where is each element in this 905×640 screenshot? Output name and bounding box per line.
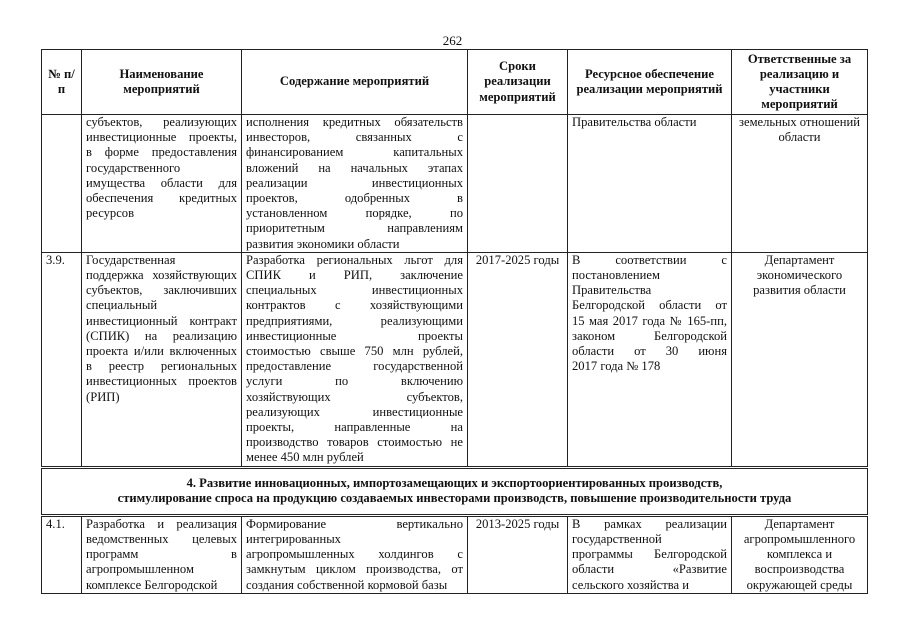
row-name	[82, 252, 242, 467]
header-name: Наименование мероприятий	[82, 50, 242, 115]
cell-line: Департамент	[764, 516, 835, 531]
row-resources	[568, 515, 732, 593]
section-row	[42, 467, 868, 515]
cell-line: области	[778, 130, 821, 145]
cell-line: инвесторов, связанных с	[246, 130, 463, 145]
cell-line: В соответствии с	[572, 252, 727, 267]
cell-line: исполнения кредитных обязательств	[246, 115, 463, 129]
cell-line: агропромышленного	[743, 532, 856, 547]
table-row	[42, 252, 868, 467]
cell-line: (РИП)	[86, 389, 120, 404]
cell-line: субъектов, реализующих	[86, 115, 237, 129]
table-row	[42, 515, 868, 593]
cell-line: в реестр региональных	[86, 359, 237, 374]
row-resources	[568, 115, 732, 253]
row-name	[82, 115, 242, 253]
cell-line: субъектов, заключивших	[86, 283, 237, 298]
row-terms: 2017-2025 годы	[468, 252, 568, 467]
cell-line: услуги по включению	[246, 374, 463, 389]
row-content	[242, 115, 468, 253]
cell-line: комплекса и	[766, 547, 833, 562]
cell-line: инвестиционный контракт	[86, 313, 237, 328]
table-row	[42, 115, 868, 253]
cell-line: области «Развитие	[572, 562, 727, 577]
cell-line: финансированием капитальных	[246, 145, 463, 160]
cell-line: комплексе Белгородской	[86, 577, 218, 592]
cell-line: Государственная	[86, 252, 176, 267]
row-num	[42, 115, 82, 253]
cell-line: Правительства	[572, 283, 652, 298]
cell-line: поддержка хозяйствующих	[86, 268, 237, 283]
cell-line: приоритетным направлениям	[246, 221, 463, 236]
row-name	[82, 515, 242, 593]
measures-table	[41, 49, 868, 594]
cell-line: специальный	[86, 298, 158, 313]
cell-line: проектов, одобренных в	[246, 191, 463, 206]
cell-line: имущества области для	[86, 175, 237, 190]
section-title	[42, 467, 868, 515]
cell-line: Белгородской области от	[572, 298, 727, 313]
cell-line: реализующих инвестиционные	[246, 404, 463, 419]
row-num: 4.1.	[42, 515, 82, 593]
cell-line: предприятиями, реализующими	[246, 313, 463, 328]
cell-line: (СПИК) на реализацию	[86, 328, 237, 343]
cell-line: Формирование вертикально	[246, 516, 463, 531]
header-responsible: Ответственные за реализацию и участники мероприятий	[732, 50, 868, 115]
cell-line: инвестиционные проекты,	[86, 130, 237, 145]
row-terms: 2013-2025 годы	[468, 515, 568, 593]
cell-line: создания собственной кормовой базы	[246, 577, 448, 592]
header-terms: Сроки реализации мероприятий	[468, 50, 568, 115]
cell-line: законом Белгородской	[572, 328, 727, 343]
cell-line: воспроизводства	[754, 562, 845, 577]
cell-line: замкнутым циклом производства, от	[246, 562, 463, 577]
row-resources	[568, 252, 732, 467]
row-content	[242, 252, 468, 467]
cell-line: стоимостью свыше 750 млн рублей,	[246, 344, 463, 359]
cell-line: 2017 года № 178	[572, 359, 661, 374]
header-content: Содержание мероприятий	[242, 50, 468, 115]
row-responsible	[732, 252, 868, 467]
cell-line: области от 30 июня	[572, 344, 727, 359]
cell-line: в форме предоставления	[86, 145, 237, 160]
cell-line: интегрированных	[246, 532, 341, 547]
cell-line: сельского хозяйства и	[572, 577, 689, 592]
cell-line: инвестиционные проекты	[246, 328, 463, 343]
cell-line: Правительства области	[572, 115, 697, 129]
cell-line: агропромышленных холдингов с	[246, 547, 463, 562]
cell-line: 15 мая 2017 года № 165-пп,	[572, 313, 727, 328]
cell-line: Департамент	[764, 252, 835, 267]
cell-line: окружающей среды	[746, 577, 853, 592]
cell-line: программы Белгородской	[572, 547, 727, 562]
cell-line: контрактов с хозяйствующими	[246, 298, 463, 313]
cell-line: экономического	[756, 268, 843, 283]
page-number: 262	[442, 33, 463, 48]
cell-line: менее 450 млн рублей	[246, 450, 364, 465]
cell-line: СПИК и РИП, заключение	[246, 268, 463, 283]
cell-line: развития экономики области	[246, 236, 400, 251]
cell-line: развития области	[753, 283, 846, 298]
cell-line: обеспечения кредитных	[86, 191, 237, 206]
cell-line: агропромышленном	[86, 562, 194, 577]
cell-line: вложений на начальных этапах	[246, 160, 463, 175]
cell-line: постановлением	[572, 268, 660, 283]
row-content	[242, 515, 468, 593]
header-resources: Ресурсное обеспечение реализации мероприятий	[568, 50, 732, 115]
row-num: 3.9.	[42, 252, 82, 467]
cell-line: установленном порядке, по	[246, 206, 463, 221]
cell-line: Разработка и реализация	[86, 516, 237, 531]
cell-line: ведомственных целевых	[86, 532, 237, 547]
cell-line: 4. Развитие инновационных, импортозамещающих и экспортоориентированных производств,	[186, 476, 723, 491]
cell-line: проекта и/или включенных	[86, 344, 237, 359]
cell-line: программ в	[86, 547, 237, 562]
cell-line: стимулирование спроса на продукцию создаваемых инвесторами производств, повышение производительности труда	[117, 491, 792, 506]
cell-line: земельных отношений	[739, 115, 860, 129]
cell-line: В рамках реализации	[572, 516, 727, 531]
header-num: № п/п	[42, 50, 82, 115]
cell-line: инвестиционных проектов	[86, 374, 237, 389]
cell-line: предоставление государственной	[246, 359, 463, 374]
cell-line: государственной	[572, 532, 662, 547]
row-responsible	[732, 115, 868, 253]
cell-line: хозяйствующих субъектов,	[246, 389, 463, 404]
cell-line: производство товаров стоимостью не	[246, 435, 463, 450]
cell-line: ресурсов	[86, 206, 135, 221]
cell-line: Разработка региональных льгот для	[246, 252, 463, 267]
row-terms	[468, 115, 568, 253]
cell-line: проекты, направленные на	[246, 420, 463, 435]
cell-line: реализации инвестиционных	[246, 175, 463, 190]
cell-line: специальных инвестиционных	[246, 283, 463, 298]
row-responsible	[732, 515, 868, 593]
cell-line: государственного	[86, 160, 181, 175]
